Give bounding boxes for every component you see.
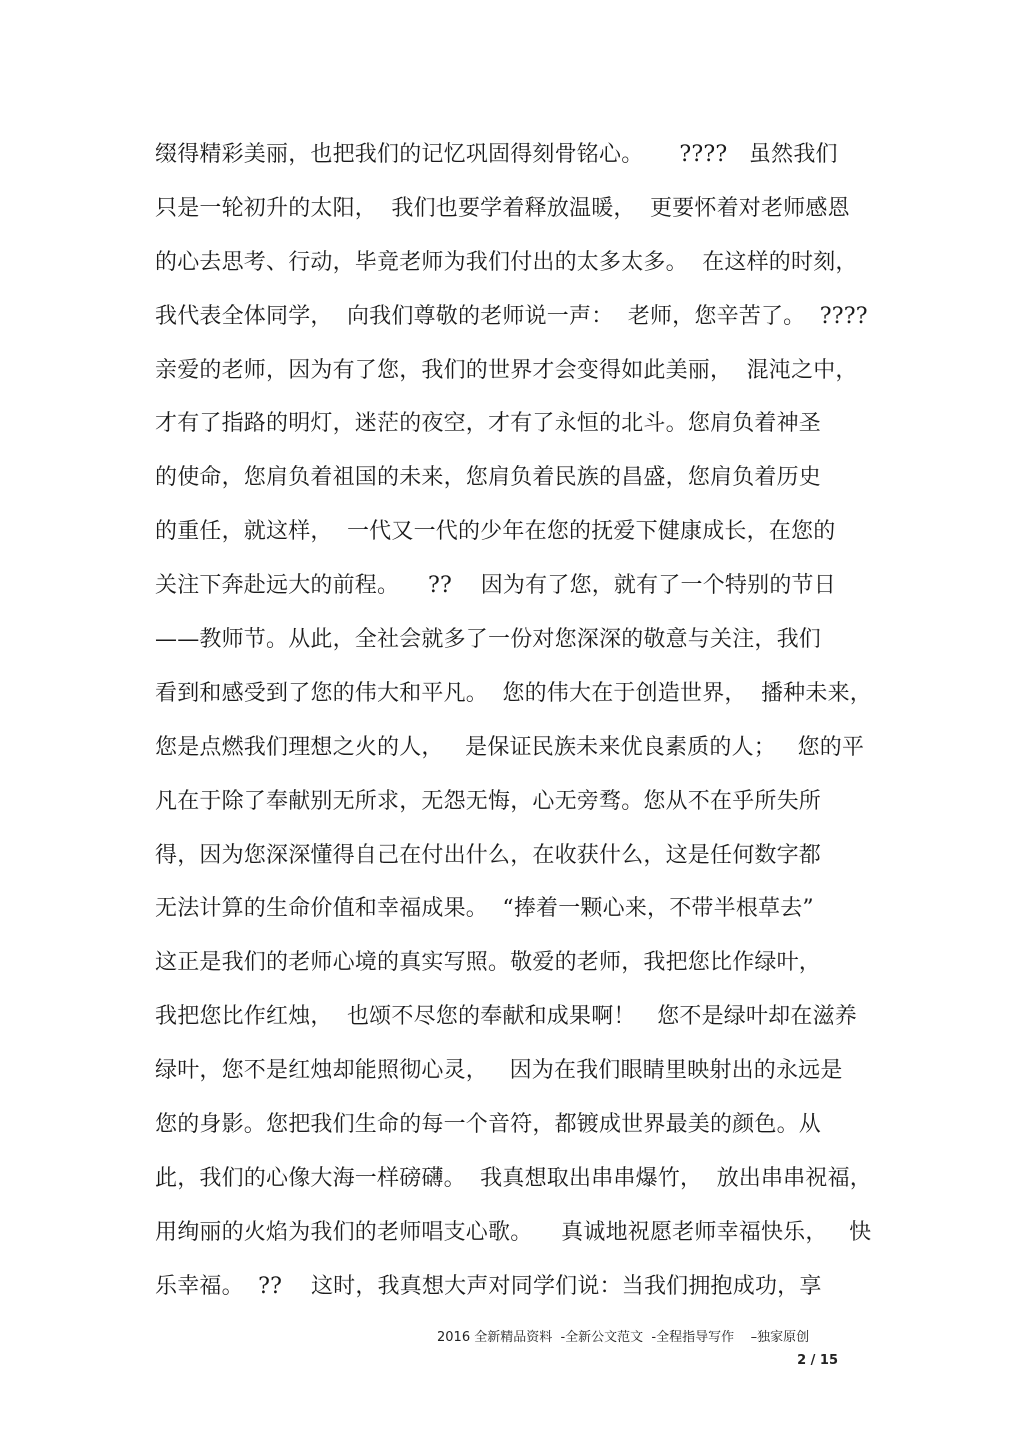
- text-line: 这正是我们的老师心境的真实写照。敬爱的老师，我把您比作绿叶，: [155, 950, 822, 976]
- text-line: ——教师节。从此，全社会就多了一份对您深深的敬意与关注，我们: [155, 627, 822, 653]
- text-line: 的心去思考、行动，毕竟老师为我们付出的太多太多。 在这样的时刻，: [155, 249, 858, 275]
- text-line: 只是一轮初升的太阳， 我们也要学着释放温暖， 更要怀着对老师感恩: [155, 195, 850, 221]
- page-number: 2 / 15: [797, 1353, 838, 1368]
- text-line: 缀得精彩美丽，也把我们的记忆巩固得刻骨铭心。 ???? 虽然我们: [155, 142, 838, 167]
- page-footer: [0, 1329, 1024, 1379]
- text-line: 的使命，您肩负着祖国的未来，您肩负着民族的昌盛，您肩负着历史: [155, 465, 822, 491]
- text-line: 才有了指路的明灯，迷茫的夜空，才有了永恒的北斗。您肩负着神圣: [155, 411, 822, 437]
- text-line: 得，因为您深深懂得自己在付出什么，在收获什么，这是任何数字都: [155, 842, 822, 868]
- body-text: [155, 128, 875, 1314]
- text-line: 您是点燃我们理想之火的人， 是保证民族未来优良素质的人； 您的平: [155, 734, 865, 760]
- text-line: 用绚丽的火焰为我们的老师唱支心歌。 真诚地祝愿老师幸福快乐， 快: [155, 1219, 872, 1245]
- footer-text: 2016 全新精品资料 -全新公文范文 -全程指导写作 –独家原创: [437, 1330, 810, 1345]
- text-line: 无法计算的生命价值和幸福成果。 “捧着一颗心来，不带半根草去”: [155, 896, 814, 922]
- text-line: 亲爱的老师，因为有了您，我们的世界才会变得如此美丽， 混沌之中，: [155, 357, 858, 383]
- text-line: 我把您比作红烛， 也颂不尽您的奉献和成果啊！ 您不是绿叶却在滋养: [155, 1004, 857, 1030]
- text-line: 我代表全体同学， 向我们尊敬的老师说一声： 老师，您辛苦了。 ????: [155, 303, 868, 329]
- text-line: 关注下奔赴远大的前程。 ?? 因为有了您，就有了一个特别的节日: [155, 573, 836, 599]
- text-line: 乐幸福。 ?? 这时，我真想大声对同学们说：当我们拥抱成功，享: [155, 1273, 822, 1299]
- text-line: 看到和感受到了您的伟大和平凡。 您的伟大在于创造世界， 播种未来，: [155, 680, 872, 706]
- text-line: 凡在于除了奉献别无所求，无怨无悔，心无旁骛。您从不在乎所失所: [155, 788, 822, 814]
- text-line: 此，我们的心像大海一样磅礴。 我真想取出串串爆竹， 放出串串祝福，: [155, 1165, 872, 1191]
- text-line: 绿叶，您不是红烛却能照彻心灵， 因为在我们眼睛里映射出的永远是: [155, 1058, 843, 1084]
- text-line: 的重任，就这样， 一代又一代的少年在您的抚爱下健康成长，在您的: [155, 519, 836, 545]
- text-line: 您的身影。您把我们生命的每一个音符，都镀成世界最美的颜色。从: [155, 1112, 822, 1138]
